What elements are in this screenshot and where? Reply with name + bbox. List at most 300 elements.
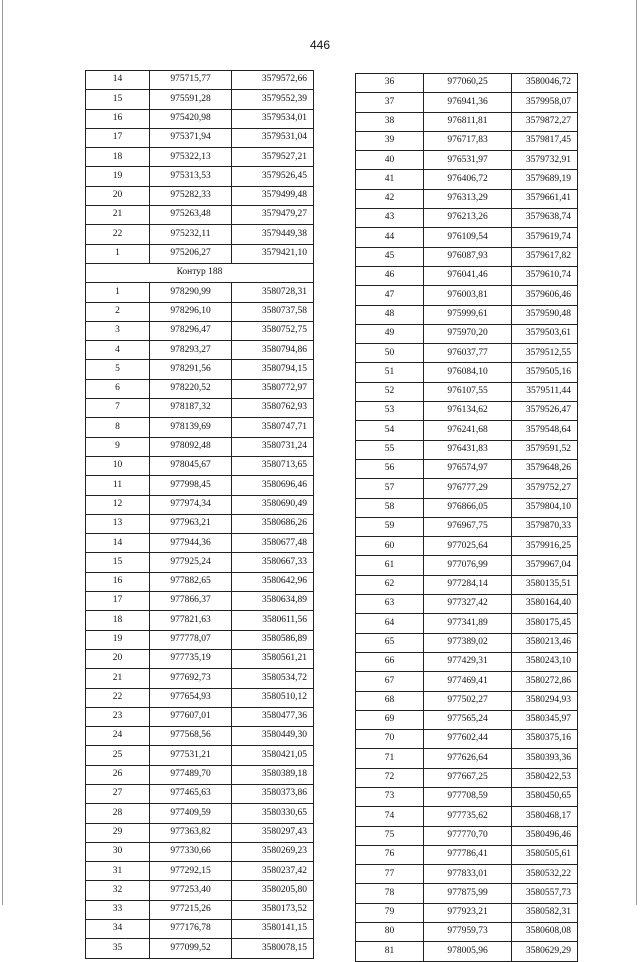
y-coordinate: 3580477,36 xyxy=(232,707,314,726)
x-coordinate: 977974,34 xyxy=(150,495,232,514)
table-row xyxy=(356,363,578,382)
table-row xyxy=(356,537,578,556)
y-coordinate: 3579534,01 xyxy=(232,109,314,128)
y-coordinate: 3579552,39 xyxy=(232,90,314,109)
table-row xyxy=(86,456,314,475)
table-row xyxy=(356,614,578,633)
point-number: 52 xyxy=(356,382,424,401)
point-number: 48 xyxy=(356,305,424,324)
y-coordinate: 3579591,52 xyxy=(512,440,578,459)
point-number: 57 xyxy=(356,479,424,498)
table-row xyxy=(86,514,314,533)
table-row xyxy=(356,517,578,536)
point-number: 40 xyxy=(356,151,424,170)
point-number: 50 xyxy=(356,344,424,363)
point-number: 44 xyxy=(356,228,424,247)
x-coordinate: 977060,25 xyxy=(424,74,512,93)
y-coordinate: 3580330,65 xyxy=(232,804,314,823)
y-coordinate: 3579527,21 xyxy=(232,148,314,167)
table-row xyxy=(86,727,314,746)
y-coordinate: 3580294,93 xyxy=(512,691,578,710)
x-coordinate: 977963,21 xyxy=(150,514,232,533)
table-row xyxy=(86,784,314,803)
table-row xyxy=(356,710,578,729)
x-coordinate: 977959,73 xyxy=(424,923,512,942)
y-coordinate: 3579610,74 xyxy=(512,266,578,285)
y-coordinate: 3580505,61 xyxy=(512,845,578,864)
point-number: 67 xyxy=(356,672,424,691)
x-coordinate: 975715,77 xyxy=(150,71,232,90)
y-coordinate: 3579817,45 xyxy=(512,131,578,150)
x-coordinate: 976107,55 xyxy=(424,382,512,401)
x-coordinate: 978092,48 xyxy=(150,437,232,456)
y-coordinate: 3579617,82 xyxy=(512,247,578,266)
y-coordinate: 3580164,40 xyxy=(512,595,578,614)
table-row xyxy=(356,595,578,614)
contour-title: Контур 188 xyxy=(86,263,314,282)
table-row xyxy=(86,167,314,186)
x-coordinate: 976241,68 xyxy=(424,421,512,440)
table-row xyxy=(86,379,314,398)
table-row xyxy=(86,804,314,823)
point-number: 59 xyxy=(356,517,424,536)
x-coordinate: 975313,53 xyxy=(150,167,232,186)
point-number: 3 xyxy=(86,321,150,340)
x-coordinate: 977176,78 xyxy=(150,920,232,939)
y-coordinate: 3579499,48 xyxy=(232,186,314,205)
x-coordinate: 978293,27 xyxy=(150,341,232,360)
y-coordinate: 3580213,46 xyxy=(512,633,578,652)
x-coordinate: 978045,67 xyxy=(150,456,232,475)
point-number: 51 xyxy=(356,363,424,382)
point-number: 36 xyxy=(356,74,424,93)
x-coordinate: 976313,29 xyxy=(424,189,512,208)
table-row xyxy=(356,189,578,208)
y-coordinate: 3579449,38 xyxy=(232,225,314,244)
x-coordinate: 976109,54 xyxy=(424,228,512,247)
x-coordinate: 977882,65 xyxy=(150,572,232,591)
x-coordinate: 976431,83 xyxy=(424,440,512,459)
table-row xyxy=(356,209,578,228)
x-coordinate: 977602,44 xyxy=(424,730,512,749)
x-coordinate: 977607,01 xyxy=(150,707,232,726)
x-coordinate: 975282,33 xyxy=(150,186,232,205)
y-coordinate: 3580468,17 xyxy=(512,807,578,826)
y-coordinate: 3579505,16 xyxy=(512,363,578,382)
y-coordinate: 3580772,97 xyxy=(232,379,314,398)
table-row xyxy=(356,923,578,942)
point-number: 29 xyxy=(86,823,150,842)
table-row xyxy=(86,71,314,90)
table-row xyxy=(356,652,578,671)
y-coordinate: 3579512,55 xyxy=(512,344,578,363)
table-row xyxy=(356,556,578,575)
table-row xyxy=(356,151,578,170)
table-row xyxy=(356,942,578,961)
point-number: 60 xyxy=(356,537,424,556)
point-number: 12 xyxy=(86,495,150,514)
x-coordinate: 977253,40 xyxy=(150,881,232,900)
point-number: 54 xyxy=(356,421,424,440)
x-coordinate: 978220,52 xyxy=(150,379,232,398)
y-coordinate: 3579606,46 xyxy=(512,286,578,305)
x-coordinate: 976003,81 xyxy=(424,286,512,305)
table-row xyxy=(86,128,314,147)
y-coordinate: 3580510,12 xyxy=(232,688,314,707)
x-coordinate: 975999,61 xyxy=(424,305,512,324)
point-number: 23 xyxy=(86,707,150,726)
table-row xyxy=(86,186,314,205)
y-coordinate: 3580389,18 xyxy=(232,765,314,784)
y-coordinate: 3580272,86 xyxy=(512,672,578,691)
x-coordinate: 978139,69 xyxy=(150,418,232,437)
y-coordinate: 3579967,04 xyxy=(512,556,578,575)
x-coordinate: 977076,99 xyxy=(424,556,512,575)
x-coordinate: 977925,24 xyxy=(150,553,232,572)
x-coordinate: 978291,56 xyxy=(150,360,232,379)
table-row xyxy=(356,131,578,150)
table-row xyxy=(356,459,578,478)
y-coordinate: 3579503,61 xyxy=(512,324,578,343)
table-row xyxy=(86,746,314,765)
x-coordinate: 978296,47 xyxy=(150,321,232,340)
x-coordinate: 977341,89 xyxy=(424,614,512,633)
table-row xyxy=(356,324,578,343)
y-coordinate: 3580078,15 xyxy=(232,939,314,958)
x-coordinate: 976087,93 xyxy=(424,247,512,266)
table-row xyxy=(356,865,578,884)
x-coordinate: 978296,10 xyxy=(150,302,232,321)
coordinates-table-left xyxy=(85,70,314,959)
x-coordinate: 976134,62 xyxy=(424,402,512,421)
x-coordinate: 977284,14 xyxy=(424,575,512,594)
table-row xyxy=(86,283,314,302)
x-coordinate: 976777,29 xyxy=(424,479,512,498)
table-row xyxy=(356,884,578,903)
point-number: 62 xyxy=(356,575,424,594)
point-number: 41 xyxy=(356,170,424,189)
y-coordinate: 3580696,46 xyxy=(232,476,314,495)
table-row xyxy=(356,479,578,498)
point-number: 77 xyxy=(356,865,424,884)
y-coordinate: 3580608,08 xyxy=(512,923,578,942)
point-number: 20 xyxy=(86,186,150,205)
point-number: 24 xyxy=(86,727,150,746)
table-row xyxy=(356,903,578,922)
y-coordinate: 3580728,31 xyxy=(232,283,314,302)
x-coordinate: 976084,10 xyxy=(424,363,512,382)
table-row xyxy=(356,170,578,189)
x-coordinate: 977565,24 xyxy=(424,710,512,729)
y-coordinate: 3580141,15 xyxy=(232,920,314,939)
table-row xyxy=(356,498,578,517)
x-coordinate: 977866,37 xyxy=(150,592,232,611)
point-number: 70 xyxy=(356,730,424,749)
point-number: 18 xyxy=(86,611,150,630)
point-number: 14 xyxy=(86,71,150,90)
point-number: 7 xyxy=(86,399,150,418)
y-coordinate: 3580422,53 xyxy=(512,768,578,787)
point-number: 17 xyxy=(86,592,150,611)
x-coordinate: 976041,46 xyxy=(424,266,512,285)
x-coordinate: 976941,36 xyxy=(424,93,512,112)
table-row xyxy=(356,440,578,459)
point-number: 28 xyxy=(86,804,150,823)
y-coordinate: 3579804,10 xyxy=(512,498,578,517)
table-row xyxy=(86,148,314,167)
y-coordinate: 3580677,48 xyxy=(232,534,314,553)
table-row xyxy=(356,787,578,806)
x-coordinate: 977692,73 xyxy=(150,669,232,688)
point-number: 32 xyxy=(86,881,150,900)
x-coordinate: 977502,27 xyxy=(424,691,512,710)
table-row xyxy=(356,575,578,594)
table-row xyxy=(86,920,314,939)
table-row xyxy=(86,669,314,688)
x-coordinate: 977821,63 xyxy=(150,611,232,630)
table-row xyxy=(356,845,578,864)
table-row xyxy=(86,321,314,340)
point-number: 15 xyxy=(86,553,150,572)
y-coordinate: 3580762,93 xyxy=(232,399,314,418)
x-coordinate: 975206,27 xyxy=(150,244,232,263)
x-coordinate: 977735,62 xyxy=(424,807,512,826)
point-number: 64 xyxy=(356,614,424,633)
table-row xyxy=(86,900,314,919)
x-coordinate: 977944,36 xyxy=(150,534,232,553)
y-coordinate: 3579572,66 xyxy=(232,71,314,90)
x-coordinate: 977654,93 xyxy=(150,688,232,707)
table-row xyxy=(86,649,314,668)
x-coordinate: 977389,02 xyxy=(424,633,512,652)
contour-header-row xyxy=(86,263,314,282)
y-coordinate: 3579548,64 xyxy=(512,421,578,440)
y-coordinate: 3579526,45 xyxy=(232,167,314,186)
table-row xyxy=(356,421,578,440)
coordinates-table-right xyxy=(355,73,578,962)
table-row xyxy=(86,862,314,881)
y-coordinate: 3579479,27 xyxy=(232,206,314,225)
x-coordinate: 977923,21 xyxy=(424,903,512,922)
point-number: 45 xyxy=(356,247,424,266)
x-coordinate: 977469,41 xyxy=(424,672,512,691)
table-row xyxy=(86,842,314,861)
y-coordinate: 3580496,46 xyxy=(512,826,578,845)
point-number: 56 xyxy=(356,459,424,478)
table-row xyxy=(86,476,314,495)
table-row xyxy=(86,611,314,630)
point-number: 69 xyxy=(356,710,424,729)
y-coordinate: 3580373,86 xyxy=(232,784,314,803)
table-row xyxy=(86,360,314,379)
scan-edge-left xyxy=(2,0,3,905)
table-row xyxy=(86,553,314,572)
y-coordinate: 3580794,15 xyxy=(232,360,314,379)
x-coordinate: 977292,15 xyxy=(150,862,232,881)
table-row xyxy=(356,402,578,421)
x-coordinate: 975970,20 xyxy=(424,324,512,343)
y-coordinate: 3579619,74 xyxy=(512,228,578,247)
y-coordinate: 3580557,73 xyxy=(512,884,578,903)
point-number: 18 xyxy=(86,148,150,167)
y-coordinate: 3580450,65 xyxy=(512,787,578,806)
y-coordinate: 3579752,27 xyxy=(512,479,578,498)
table-row xyxy=(86,688,314,707)
table-row xyxy=(356,74,578,93)
y-coordinate: 3580713,65 xyxy=(232,456,314,475)
table-row xyxy=(86,572,314,591)
x-coordinate: 976866,05 xyxy=(424,498,512,517)
y-coordinate: 3579526,47 xyxy=(512,402,578,421)
point-number: 13 xyxy=(86,514,150,533)
y-coordinate: 3579870,33 xyxy=(512,517,578,536)
table-row xyxy=(86,225,314,244)
x-coordinate: 977215,26 xyxy=(150,900,232,919)
y-coordinate: 3579661,41 xyxy=(512,189,578,208)
point-number: 79 xyxy=(356,903,424,922)
point-number: 68 xyxy=(356,691,424,710)
point-number: 39 xyxy=(356,131,424,150)
point-number: 42 xyxy=(356,189,424,208)
y-coordinate: 3579648,26 xyxy=(512,459,578,478)
x-coordinate: 977330,66 xyxy=(150,842,232,861)
point-number: 22 xyxy=(86,688,150,707)
table-row xyxy=(86,109,314,128)
y-coordinate: 3580205,80 xyxy=(232,881,314,900)
x-coordinate: 977429,31 xyxy=(424,652,512,671)
point-number: 11 xyxy=(86,476,150,495)
table-row xyxy=(86,90,314,109)
x-coordinate: 977667,25 xyxy=(424,768,512,787)
table-row xyxy=(86,534,314,553)
x-coordinate: 977833,01 xyxy=(424,865,512,884)
x-coordinate: 977875,99 xyxy=(424,884,512,903)
x-coordinate: 977735,19 xyxy=(150,649,232,668)
x-coordinate: 975322,13 xyxy=(150,148,232,167)
y-coordinate: 3579732,91 xyxy=(512,151,578,170)
y-coordinate: 3579872,27 xyxy=(512,112,578,131)
x-coordinate: 975263,48 xyxy=(150,206,232,225)
point-number: 19 xyxy=(86,167,150,186)
point-number: 1 xyxy=(86,244,150,263)
y-coordinate: 3580375,16 xyxy=(512,730,578,749)
y-coordinate: 3580135,51 xyxy=(512,575,578,594)
point-number: 9 xyxy=(86,437,150,456)
table-row xyxy=(356,807,578,826)
point-number: 26 xyxy=(86,765,150,784)
x-coordinate: 975591,28 xyxy=(150,90,232,109)
y-coordinate: 3580667,33 xyxy=(232,553,314,572)
x-coordinate: 976574,97 xyxy=(424,459,512,478)
x-coordinate: 977626,64 xyxy=(424,749,512,768)
point-number: 16 xyxy=(86,572,150,591)
x-coordinate: 976406,72 xyxy=(424,170,512,189)
point-number: 1 xyxy=(86,283,150,302)
point-number: 61 xyxy=(356,556,424,575)
point-number: 74 xyxy=(356,807,424,826)
point-number: 35 xyxy=(86,939,150,958)
x-coordinate: 976967,75 xyxy=(424,517,512,536)
table-row xyxy=(86,495,314,514)
table-row xyxy=(356,749,578,768)
table-row xyxy=(86,707,314,726)
point-number: 46 xyxy=(356,266,424,285)
y-coordinate: 3580642,96 xyxy=(232,572,314,591)
point-number: 4 xyxy=(86,341,150,360)
point-number: 10 xyxy=(86,456,150,475)
y-coordinate: 3579638,74 xyxy=(512,209,578,228)
point-number: 15 xyxy=(86,90,150,109)
point-number: 53 xyxy=(356,402,424,421)
point-number: 78 xyxy=(356,884,424,903)
point-number: 75 xyxy=(356,826,424,845)
point-number: 22 xyxy=(86,225,150,244)
y-coordinate: 3579689,19 xyxy=(512,170,578,189)
point-number: 63 xyxy=(356,595,424,614)
table-row xyxy=(356,112,578,131)
y-coordinate: 3580561,21 xyxy=(232,649,314,668)
point-number: 8 xyxy=(86,418,150,437)
point-number: 76 xyxy=(356,845,424,864)
y-coordinate: 3580731,24 xyxy=(232,437,314,456)
x-coordinate: 976213,26 xyxy=(424,209,512,228)
x-coordinate: 977568,56 xyxy=(150,727,232,746)
table-row xyxy=(86,244,314,263)
table-row xyxy=(356,768,578,787)
point-number: 17 xyxy=(86,128,150,147)
table-row xyxy=(356,247,578,266)
table-row xyxy=(86,592,314,611)
table-row xyxy=(356,305,578,324)
table-row xyxy=(86,939,314,958)
y-coordinate: 3580243,10 xyxy=(512,652,578,671)
x-coordinate: 977025,64 xyxy=(424,537,512,556)
x-coordinate: 976717,83 xyxy=(424,131,512,150)
x-coordinate: 977770,70 xyxy=(424,826,512,845)
point-number: 33 xyxy=(86,900,150,919)
point-number: 19 xyxy=(86,630,150,649)
table-row xyxy=(86,418,314,437)
y-coordinate: 3580747,71 xyxy=(232,418,314,437)
y-coordinate: 3580586,89 xyxy=(232,630,314,649)
table-row xyxy=(356,633,578,652)
table-row xyxy=(356,826,578,845)
point-number: 2 xyxy=(86,302,150,321)
table-row xyxy=(356,672,578,691)
point-number: 66 xyxy=(356,652,424,671)
x-coordinate: 976037,77 xyxy=(424,344,512,363)
y-coordinate: 3579531,04 xyxy=(232,128,314,147)
x-coordinate: 977786,41 xyxy=(424,845,512,864)
point-number: 65 xyxy=(356,633,424,652)
y-coordinate: 3579511,44 xyxy=(512,382,578,401)
point-number: 25 xyxy=(86,746,150,765)
point-number: 55 xyxy=(356,440,424,459)
x-coordinate: 976531,97 xyxy=(424,151,512,170)
point-number: 72 xyxy=(356,768,424,787)
x-coordinate: 977327,42 xyxy=(424,595,512,614)
x-coordinate: 975232,11 xyxy=(150,225,232,244)
point-number: 38 xyxy=(356,112,424,131)
point-number: 5 xyxy=(86,360,150,379)
y-coordinate: 3580611,56 xyxy=(232,611,314,630)
point-number: 73 xyxy=(356,787,424,806)
point-number: 43 xyxy=(356,209,424,228)
y-coordinate: 3580690,49 xyxy=(232,495,314,514)
y-coordinate: 3580345,97 xyxy=(512,710,578,729)
y-coordinate: 3580046,72 xyxy=(512,74,578,93)
y-coordinate: 3579421,10 xyxy=(232,244,314,263)
